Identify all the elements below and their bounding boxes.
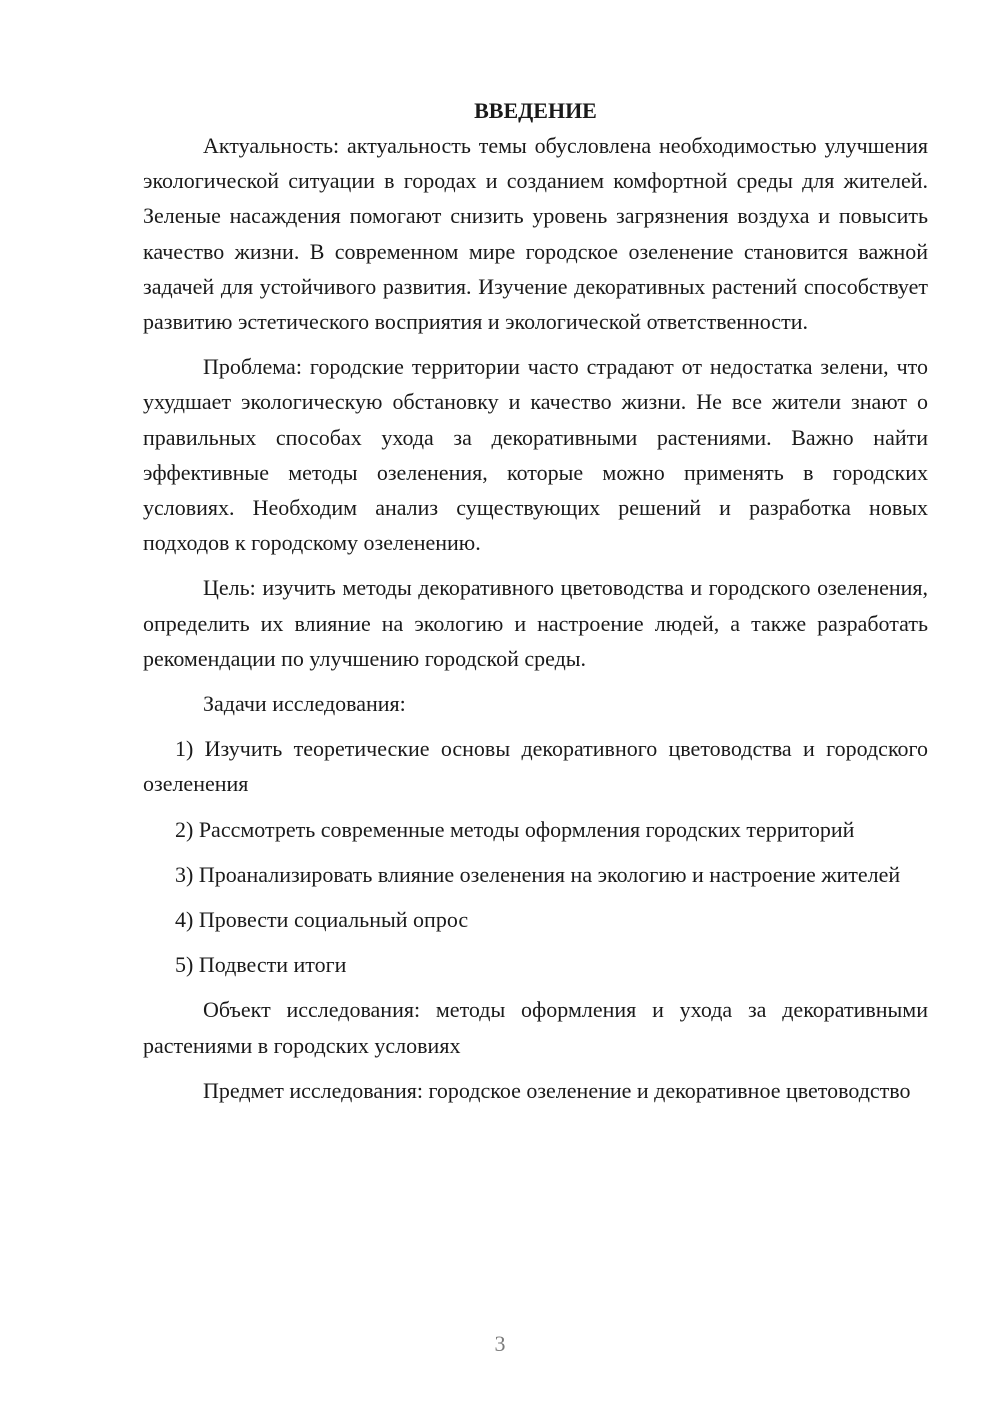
- task-item-5: 5) Подвести итоги: [175, 952, 347, 978]
- page-number: 3: [494, 1331, 506, 1356]
- task-item-1: 1) Изучить теоретические основы декоративного цветоводства и городского озеленения: [143, 736, 928, 797]
- task-item-4: 4) Провести социальный опрос: [175, 907, 469, 933]
- document-page: [143, 93, 928, 1108]
- tasks-heading: Задачи исследования:: [203, 691, 406, 717]
- paragraph-object: Объект исследования: методы оформления и ухода за декоративными растениями в городских условиях: [143, 997, 928, 1058]
- paragraph-goal: Цель: изучить методы декоративного цветоводства и городского озеленения, определить их влияние на экологию и настроение людей, а также разработать рекомендации по улучшению городской среды.: [143, 575, 928, 671]
- task-item-2: 2) Рассмотреть современные методы оформления городских территорий: [175, 816, 855, 842]
- paragraph-problem: Проблема: городские территории часто страдают от недостатка зелени, что ухудшает экологическую обстановку и качество жизни. Не все жители знают о правильных способах ухода за декоративными растениями. Важно найти эффективные методы озеленения, которые можно применять в городских условиях. Необходим анализ существующих решений и разработка новых подходов к городскому озеленению.: [143, 354, 928, 556]
- paragraph-relevance: Актуальность: актуальность темы обусловлена необходимостью улучшения экологической ситуации в городах и созданием комфортной среды для жителей. Зеленые насаждения помогают снизить уровень загрязнения воздуха и повысить качество жизни. В современном мире городское озеленение становится важной задачей для устойчивого развития. Изучение декоративных растений способствует развитию эстетического восприятия и экологической ответственности.: [143, 133, 928, 335]
- page-title: ВВЕДЕНИЕ: [474, 98, 597, 123]
- task-item-3: 3) Проанализировать влияние озеленения на экологию и настроение жителей: [175, 861, 901, 887]
- paragraph-subject: Предмет исследования: городское озеленение и декоративное цветоводство: [203, 1077, 911, 1103]
